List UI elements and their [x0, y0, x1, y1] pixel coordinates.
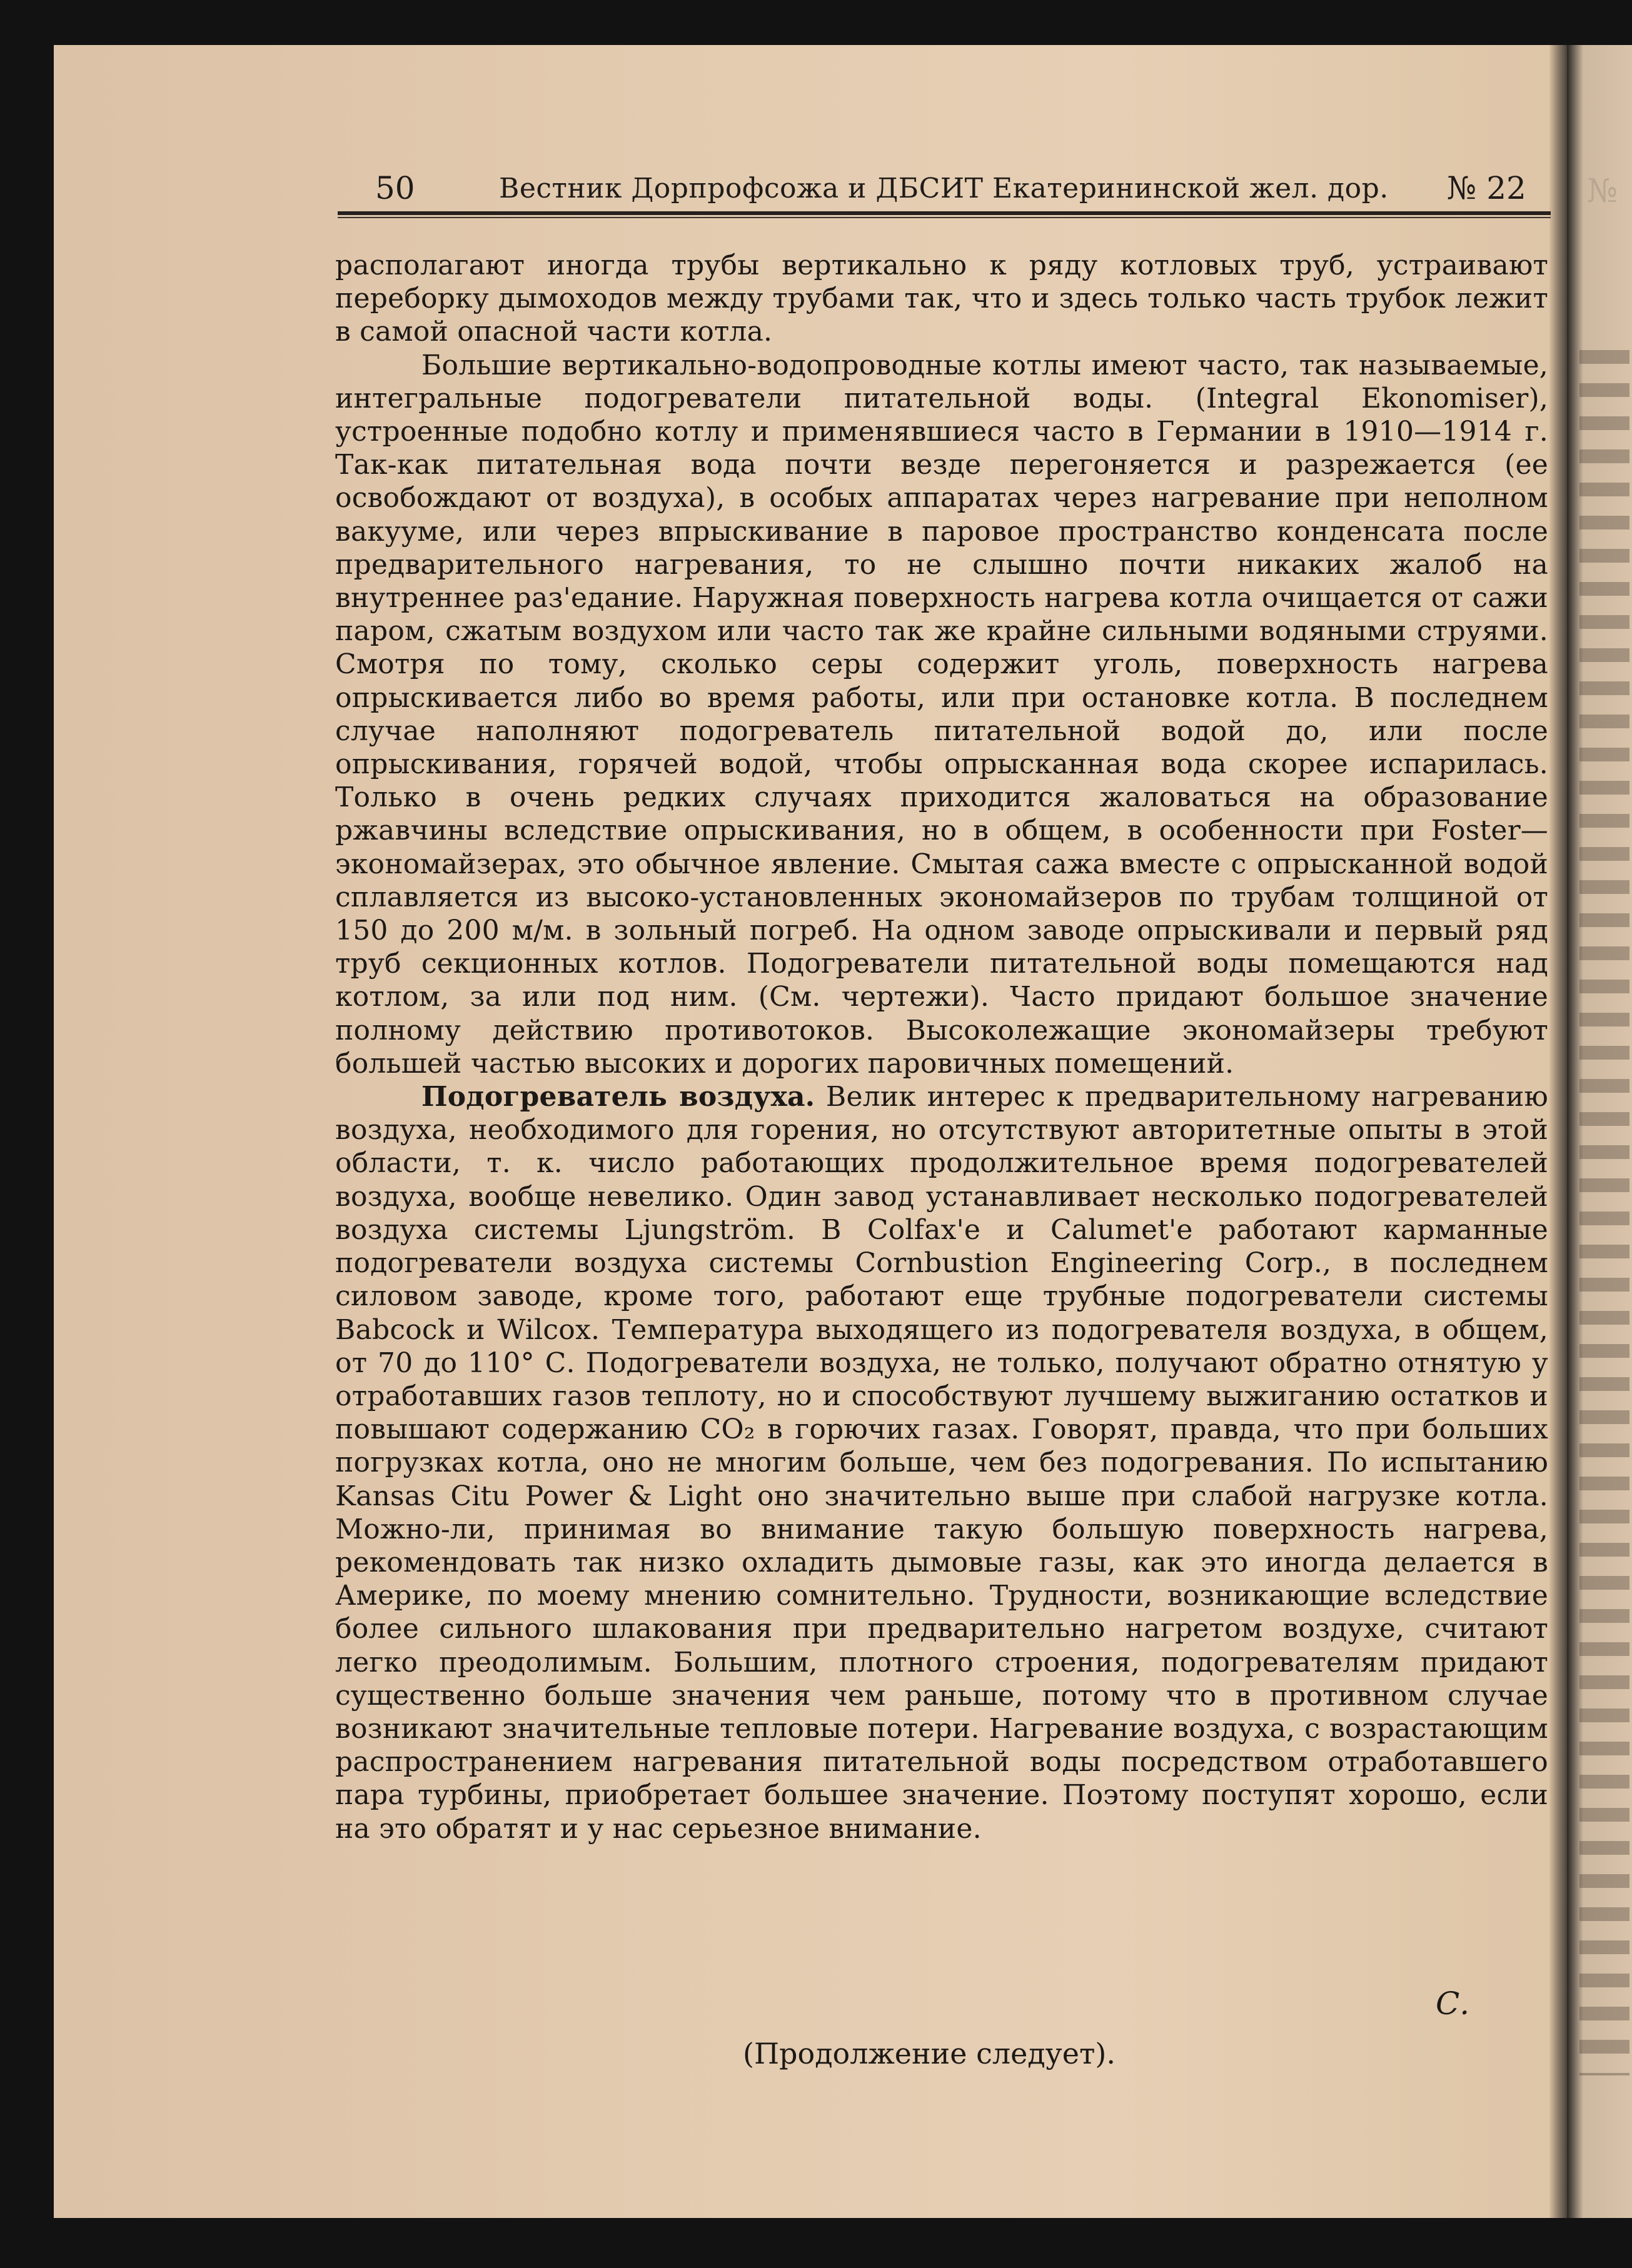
paragraph-continuation: располагают иногда трубы вертикально к ряду котловых труб, устраивают переборку дымоходов между трубами так, что и здесь только часть трубок лежит в самой опасной части котла. — [335, 249, 1548, 348]
journal-title: Вестник Дорпрофсожа и ДБСИТ Екатерининской жел. дор. — [499, 173, 1389, 204]
paragraph-air-heater — [335, 1080, 1548, 1845]
article-body — [335, 249, 1548, 1845]
section-text: Велик интерес к предварительному нагреванию воздуха, необходимого для горения, но отсутствуют авторитетные опыты в этой области, т. к. число работающих продолжительное время подогревателей воздуха, вообще невелико. Один завод устанавливает несколько подогревателей воздуха системы Ljungström. В Colfax'e и Calumet'e работают карманные подогреватели воздуха системы Cornbustion Engineering Corp., в последнем силовом заводе, кроме того, работают еще трубные подогреватели системы Babcock и Wilcox. Температура выходящего из подогревателя воздуха, в общем, от 70 до 110° С. Подогреватели воздуха, не только, получают обратно отнятую у отработавших газов теплоту, но и способствуют лучшему выжиганию остатков и повышают содержанию CO₂ в горючих газах. Говорят, правда, что при больших погрузках котла, оно не многим больше, чем без подогревания. По испытанию Kansas Citu Power & Light оно значительно выше при слабой нагрузке котла. Можно-ли, принимая во внимание такую большую поверхность нагрева, рекомендовать так низко охладить дымовые газы, как это иногда делается в Америке, по моему мнению сомнительно. Трудности, возникающие вследствие более сильного шлакования при предварительно нагретом воздухе, считают легко преодолимым. Большим, плотного строения, подогревателям придают существенно больше значения чем раньше, потому что в противном случае возникают значительные тепловые потери. Нагревание воздуха, с возрастающим распространением нагревания питательной воды посредством отработавшего пара турбины, приобретает большее значение. Поэтому поступят хорошо, если на это обратят и у нас серьезное внимание. — [335, 1081, 1548, 1845]
scan-border-bottom — [0, 2218, 1632, 2268]
header-rule-thin — [338, 217, 1551, 218]
adjacent-page-text-fragments — [1579, 350, 1629, 2075]
adjacent-page-header: № — [1587, 173, 1618, 210]
running-header — [338, 164, 1544, 214]
continued-note: (Продолжение следует). — [743, 2037, 1116, 2070]
scan-border-top — [0, 0, 1632, 45]
section-lead-heading: Подогреватель воздуха. — [421, 1081, 815, 1113]
issue-number: № 22 — [1447, 170, 1526, 206]
paragraph-integral-economiser: Большие вертикально-водопроводные котлы имеют часто, так называемые, интегральные подогреватели питательной воды. (Integral Ekonomiser), устроенные подобно котлу и применявшиеся часто в Германии в 1910—1914 г. Так-как питательная вода почти везде перегоняется и разрежается (ее освобождают от воздуха), в особых аппаратах через нагревание при неполном вакууме, или через впрыскивание в паровое пространство конденсата после предварительного нагревания, то не слышно почти никаких жалоб на внутреннее раз'едание. Наружная поверхность нагрева котла очищается от сажи паром, сжатым воздухом или часто так же крайне сильными водяными струями. Смотря по тому, сколько серы содержит уголь, поверхность нагрева опрыскивается либо во время работы, или при остановке котла. В последнем случае наполняют подогреватель питательной водой до, или после опрыскивания, горячей водой, чтобы опрысканная вода скорее испарилась. Только в очень редких случаях приходится жаловаться на образование ржавчины вследствие опрыскивания, но в общем, в особенности при Foster—экономайзерах, это обычное явление. Смытая сажа вместе с опрысканной водой сплавляется из высоко-установленных экономайзеров по трубам толщиной от 150 до 200 м/м. в зольный погреб. На одном заводе опрыскивали и первый ряд труб секционных котлов. Подогреватели питательной воды помещаются над котлом, за или под ним. (См. чертежи). Часто придают большое значение полному действию противотоков. Высоколежащие экономайзеры требуют большей частью высоких и дорогих паровичных помещений. — [335, 349, 1548, 1080]
scan-border-left — [0, 0, 54, 2268]
author-signature: С. — [1436, 1985, 1470, 2022]
page-number: 50 — [375, 170, 415, 206]
header-rule — [338, 211, 1551, 215]
